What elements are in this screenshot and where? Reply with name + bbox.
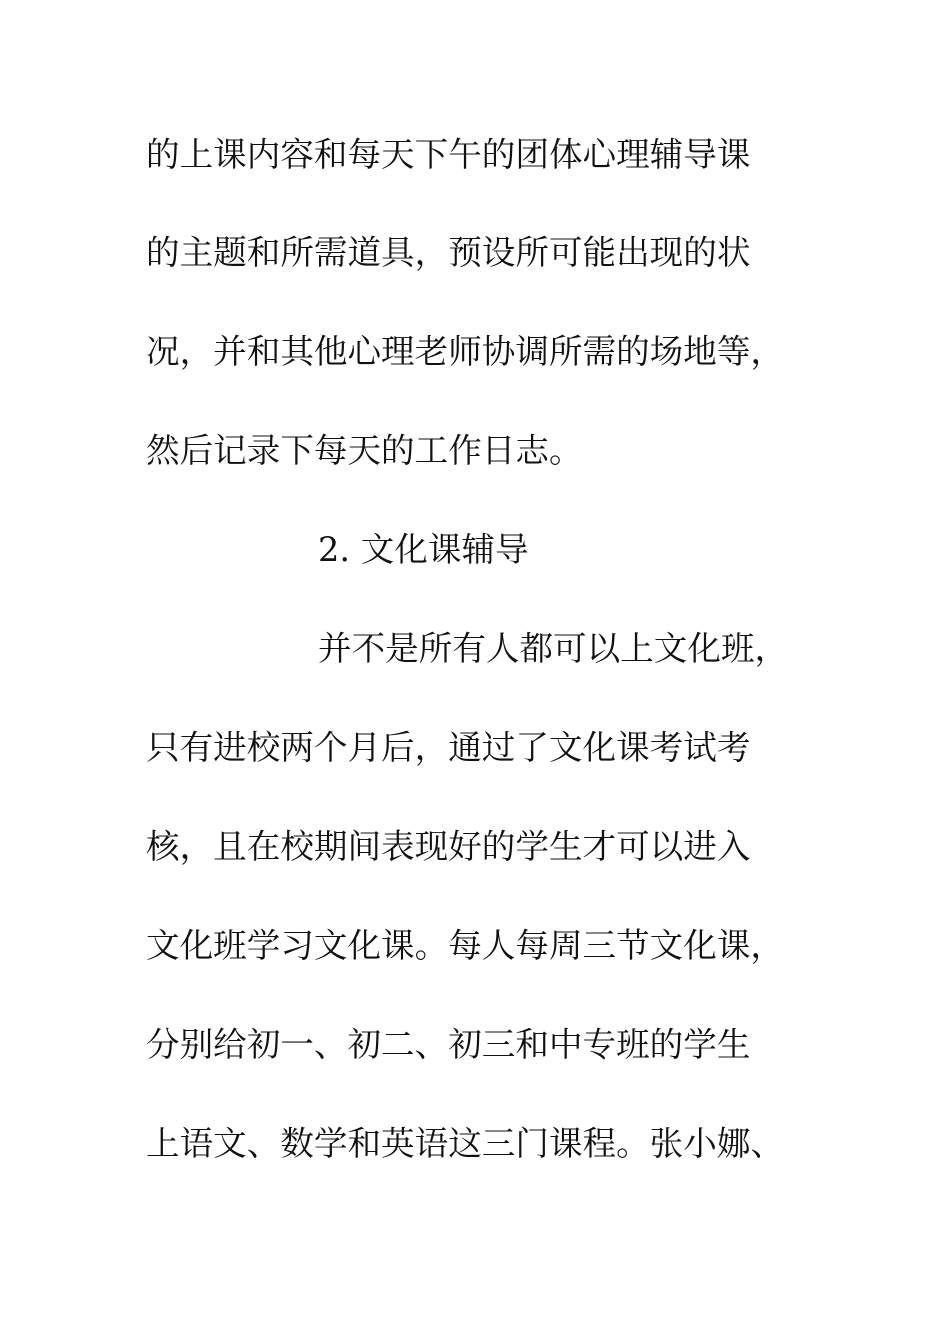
paragraph-line: 的上课内容和每天下午的团体心理辅导课 [146, 135, 751, 174]
paragraph-line: 况，并和其他心理老师协调所需的场地等， [146, 332, 784, 371]
paragraph-line: 只有进校两个月后，通过了文化课考试考 [146, 728, 751, 767]
paragraph-line: 的主题和所需道具，预设所可能出现的状 [146, 233, 751, 272]
paragraph-line: 然后记录下每天的工作日志。 [146, 431, 583, 470]
paragraph-line: 分别给初一、初二、初三和中专班的学生 [146, 1025, 751, 1064]
paragraph-line: 文化班学习文化课。每人每周三节文化课， [146, 926, 784, 965]
paragraph-line: 并不是所有人都可以上文化班， [318, 629, 789, 668]
section-heading: 2. 文化课辅导 [318, 530, 529, 569]
paragraph-line: 核，且在校期间表现好的学生才可以进入 [146, 827, 751, 866]
paragraph-line: 上语文、数学和英语这三门课程。张小娜、 [146, 1124, 784, 1163]
